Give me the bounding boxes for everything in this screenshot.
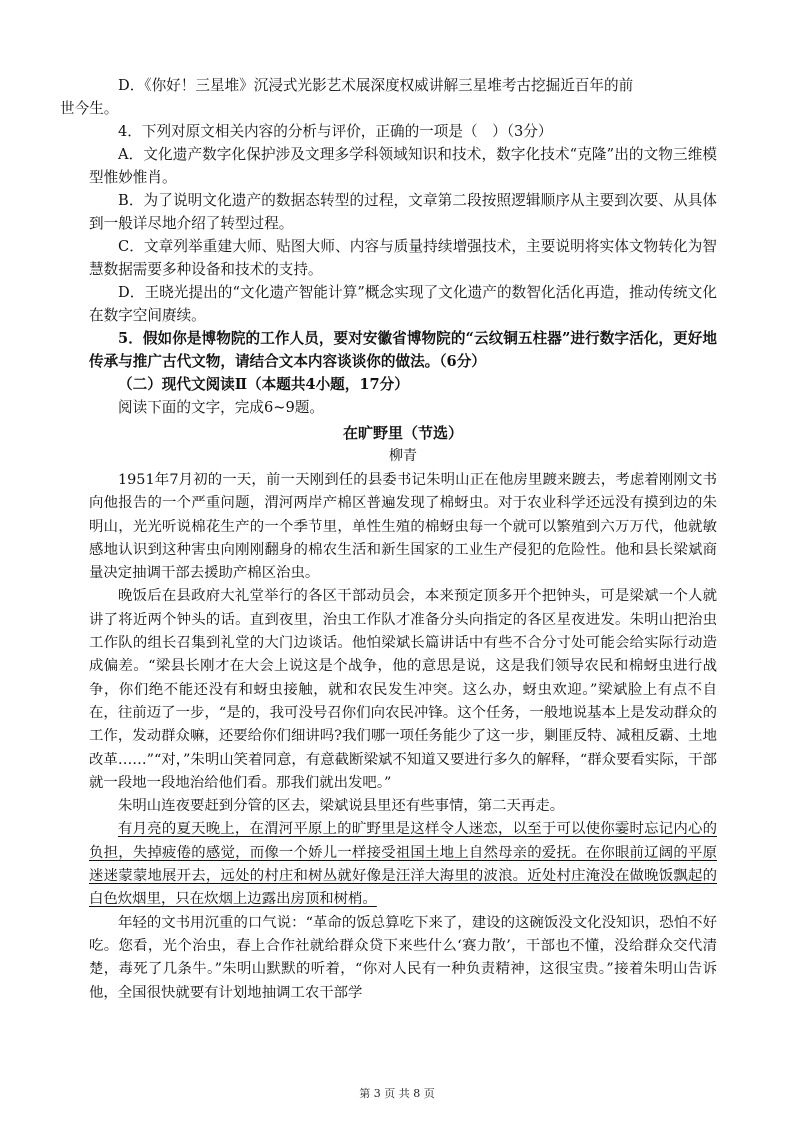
article-underlined-paragraph (89, 818, 717, 911)
article-title: 在旷野里（节选） (342, 424, 463, 442)
question-4-option-d: D．王晓光提出的“文化遗产智能计算”概念实现了文化遗产的数智化活化再造，推动传统文化在数字空间赓续。 (89, 284, 717, 324)
article-paragraph-1: 1951年7月初的一天，前一天刚到任的县委书记朱明山正在他房里踱来踱去，考虑着刚刚文书向他报告的一个严重问题，渭河两岸产棉区普遍发现了棉蚜虫。对于农业科学还远没有摸到边的朱明山，光光听说棉花生产的一个季节里，单性生殖的棉蚜虫每一个就可以繁殖到六万万代，他就敏感地认识到这种害虫向刚刚翻身的棉农生活和新生国家的工业生产侵犯的危险性。他和县长梁斌商量决定抽调干部去援助产棉区治虫。 (89, 472, 717, 582)
question-4-stem: 4．下列对原文相关内容的分析与评价，正确的一项是（ ）（3分） (118, 123, 553, 140)
article-paragraph-2: 晚饭后在县政府大礼堂举行的各区干部动员会，本来预定顶多开个把钟头，可是梁斌一个人就讲了将近两个钟头的话。直到夜里，治虫工作队才准备分头向指定的各区星夜进发。朱明山把治虫工作队的组长召集到礼堂的大门边谈话。他怕梁斌长篇讲话中有些不合分寸处可能会给实际行动造成偏差。“梁县长刚才在大会上说这是个战争，他的意思是说，这是我们领导农民和棉蚜虫进行战争，你们绝不能还没有和蚜虫接触，就和农民发生冲突。这么办，蚜虫欢迎。”梁斌脸上有点不自在，往前迈了一步，“是的，我可没号召你们向农民冲锋。这个任务，一般地说基本上是发动群众的工作，发动群众嘛，还要给你们细讲吗?我们哪一项任务能少了这一步，剿匪反特、减租反霸、土地改革……”“对，”朱明山笑着同意，有意截断梁斌不知道又要进行多久的解释，“群众要看实际，干部就一段地一段地治给他们看。那我们就出发吧。” (89, 588, 717, 791)
underlined-text: 有月亮的夏天晚上，在渭河平原上的旷野里是这样令人迷恋，以至于可以使你霎时忘记内心的负担，失掉疲倦的感觉，而像一个娇儿一样接受祖国土地上自然母亲的爱抚。在你眼前辽阔的平原迷迷蒙蒙地展开去，远处的村庄和树丛就好像是汪洋大海里的波浪。近处村庄淹没在做晚饭飘起的白色炊烟里，只在炊烟上边露出房顶和树梢。 (89, 821, 717, 908)
page-content (60, 74, 717, 1005)
question-4-option-c: C．文章列举重建大师、贴图大师、内容与质量持续增强技术，主要说明将实体文物转化为智慧数据需要多种设备和技术的支持。 (89, 238, 717, 278)
question-4-option-a: A．文化遗产数字化保护涉及文理多学科领域知识和技术，数字化技术“克隆”出的文物三维模型惟妙惟肖。 (89, 146, 717, 186)
q3-option-d-line1: D．《你好！三星堆》沉浸式光影艺术展深度权威讲解三星堆考古挖掘近百年的前 (118, 77, 634, 94)
article-paragraph-5: 年轻的文书用沉重的口气说：“革命的饭总算吃下来了，建设的这碗饭没文化没知识，恐怕不好吃。您看，光个治虫，春上合作社就给群众贷下来些什么‘赛力散’，干部也不懂，没给群众交代清楚，毒死了几条牛。”朱明山默默的听着，“你对人民有一种负责精神，这很宝贵。”接着朱明山告诉他，全国很快就要有计划地抽调工农干部学 (89, 914, 717, 1001)
q3-option-d (60, 74, 717, 120)
question-4-option-b: B．为了说明文化遗产的数据态转型的过程，文章第二段按照逻辑顺序从主要到次要、从具体到一般详尽地介绍了转型过程。 (89, 192, 717, 232)
article-paragraph-3: 朱明山连夜要赶到分管的区去，梁斌说县里还有些事情，第二天再走。 (118, 798, 565, 815)
section-2-heading: （二）现代文阅读Ⅱ（本题共4小题，17分） (118, 376, 409, 393)
section-2-instruction: 阅读下面的文字，完成6~9题。 (118, 399, 324, 416)
question-5-stem: 5．假如你是博物院的工作人员，要对安徽省博物院的“云纹铜五柱器”进行数字活化，更好地传承与推广古代文物，请结合文本内容谈谈你的做法。（6分） (89, 330, 717, 370)
q3-option-d-line2: 世今生。 (60, 100, 119, 117)
article-author: 柳青 (389, 448, 417, 464)
page-footer: 第 3 页 共 8 页 (359, 1087, 435, 1100)
